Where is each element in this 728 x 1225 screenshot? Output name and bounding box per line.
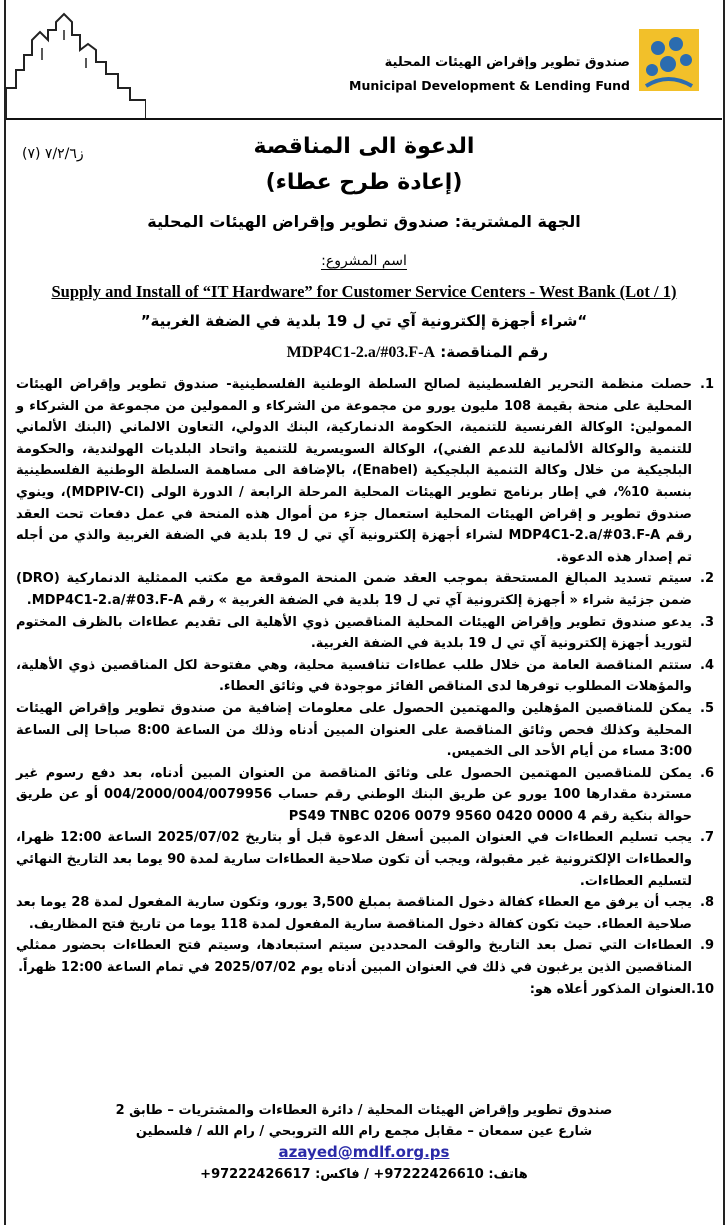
clause-4: 4. ستتم المناقصة العامة من خلال طلب عطاءات تنافسية محلية، وهي مفتوحة لكل المناقصين ذوي الأهلية، والمؤهلات المطلوب توفرها لدى المناقص الفائز موجودة في وثائق العطاء. (16, 657, 714, 695)
clause-3: 3. يدعو صندوق تطوير وإقراض الهيئات المحلية المناقصين ذوي الأهلية الى تقديم عطاءات بالظرف المختوم لتوريد أجهزة إلكترونية آي تي ل 19 بلدية في الضفة الغربية. (16, 614, 714, 652)
tender-number-label: رقم المناقصة: (440, 343, 548, 361)
address-line-1: صندوق تطوير وإقراض الهيئات المحلية / دائرة العطاءات والمشتريات – طابق 2 (115, 1103, 613, 1118)
notice-subtitle: (إعادة طرح عطاء) (265, 170, 463, 195)
project-name-arabic: “شراء أجهزة إلكترونية آي تي ل 19 بلدية في الضفة الغربية” (140, 312, 588, 330)
tender-number: MDP4C1-2.a/#03.F-A (286, 344, 436, 361)
org-name-english: Municipal Development & Lending Fund (349, 78, 630, 93)
project-label: اسم المشروع: (321, 253, 407, 269)
phone-fax-line: هاتف: 97222426610+ / فاكس: 97222426617+ (200, 1167, 528, 1182)
contact-address (0, 1100, 728, 1185)
procuring-entity: الجهة المشترية: صندوق تطوير وإقراض الهيئات المحلية (147, 212, 581, 231)
clause-8: 8. يجب أن يرفق مع العطاء كفالة دخول المناقصة بمبلغ 3,500 يورو، وتكون سارية المفعول لمدة 28 يوما بعد صلاحية العطاء. حيث تكون كفالة دخول المناقصة سارية المفعول لمدة 118 يوما من تاريخ فتح المظاريف. (16, 895, 714, 932)
tender-number-line (287, 343, 548, 362)
city-skyline-graphic (6, 0, 146, 118)
clause-5: 5. يمكن للمناقصين المؤهلين والمهتمين الحصول على معلومات إضافية من صندوق تطوير وإقراض الهيئات المحلية وكذلك فحص وثائق المناقصة على العنوان المبين أدناه وذلك من الساعة 8:00 صباحا إلى الساعة 3:00 مساء من أيام الأحد الى الخميس. (16, 700, 714, 760)
mdlf-logo-icon (638, 28, 700, 92)
header-divider (6, 118, 722, 120)
email-link[interactable]: azayed@mdlf.org.ps (278, 1143, 450, 1161)
clause-6: 6. يمكن للمناقصين المهتمين الحصول على وثائق المناقصة من العنوان المبين أدناه، بعد دفع رسوم غير مستردة مقدارها 100 يورو عن طريق البنك الوطني رقم حساب 004/2000/004/0079956 أو عن طريق حوالة بنكية رقم PS49 TNBC 0206 0079 9560 0420 0000 4 (16, 765, 714, 824)
clause-9: 9. العطاءات التي تصل بعد التاريخ والوقت المحددين سيتم استبعادها، وسيتم فتح العطاءات بحضور ممثلي المناقصين الذين يرغبون في ذلك في العنوان المبين أدناه يوم 2025/07/02 في تمام الساعة 12:00 ظهراً. (16, 938, 714, 976)
notice-title: الدعوة الى المناقصة (253, 134, 475, 159)
clause-2: 2. سيتم تسديد المبالغ المستحقة بموجب العقد ضمن المنحة الموقعة مع مكتب الممثلية الدنماركية (DRO) ضمن جزئية شراء « أجهزة إلكترونية آي تي ل 19 بلدية في الضفة الغربية » رقم MDP4C1-2.a/#03.F-A. (16, 571, 714, 608)
clause-1: 1. حصلت منظمة التحرير الفلسطينية لصالح السلطة الوطنية الفلسطينية- صندوق تطوير وإقراض الهيئات المحلية على منحة بقيمة 108 مليون يورو من مجموعة من الشركاء و الممولين من مجموعة من الشركاء و الممولين: الوكالة الفرنسية للتنمية، الحكومة الدنماركية، البنك الدولي، التعاون الالماني (البنك الألماني للتنمية والوكالة الألمانية للدعم الفني)، الوكالة السويسرية للتنمية واتحاد البلديات الهولندية، والحكومة البلجيكية من خلال وكالة التنمية البلجيكية (Enabel)، بالإضافة الى مساهمة السلطة الوطنية الفلسطينية بنسبة 10%، في إطار برنامج تطوير الهيئات المحلية المرحلة الرابعة / الدورة الولى (MDPIV-CI)، وينوي صندوق تطوير و إقراض الهيئات المحلية استعمال جزء من أموال هذه المنحة في عمل دفعات تحت العقد رقم MDP4C1-2.a/#03.F-A لشراء أجهزة إلكترونية آي تي ل 19 بلدية في الضفة الغربية والذي من أجله تم إصدار هذه الدعوة. (16, 377, 714, 565)
notice-clauses (16, 374, 714, 1000)
org-name-arabic: صندوق تطوير وإقراض الهيئات المحلية (384, 55, 630, 70)
project-name-english: Supply and Install of “IT Hardware” for Customer Service Centers - West Bank (Lot / 1) (51, 282, 677, 301)
address-line-2: شارع عين سمعان – مقابل مجمع رام الله التروبحي / رام الله / فلسطين (135, 1124, 593, 1139)
clause-10: 10. العنوان المذكور أعلاه هو: (529, 981, 714, 997)
reference-code: ز٧/٢/٦ (٧) (22, 146, 84, 162)
clause-7: 7. يجب تسليم العطاءات في العنوان المبين أسفل الدعوة قبل أو بتاريخ 2025/07/02 الساعة 12:00 ظهرا، والعطاءات الإلكترونية غير مقبولة، ويجب أن تكون صلاحية العطاءات سارية لمدة 90 يوما بعد التاريخ النهائي لتسليم العطاءات. (16, 830, 714, 889)
